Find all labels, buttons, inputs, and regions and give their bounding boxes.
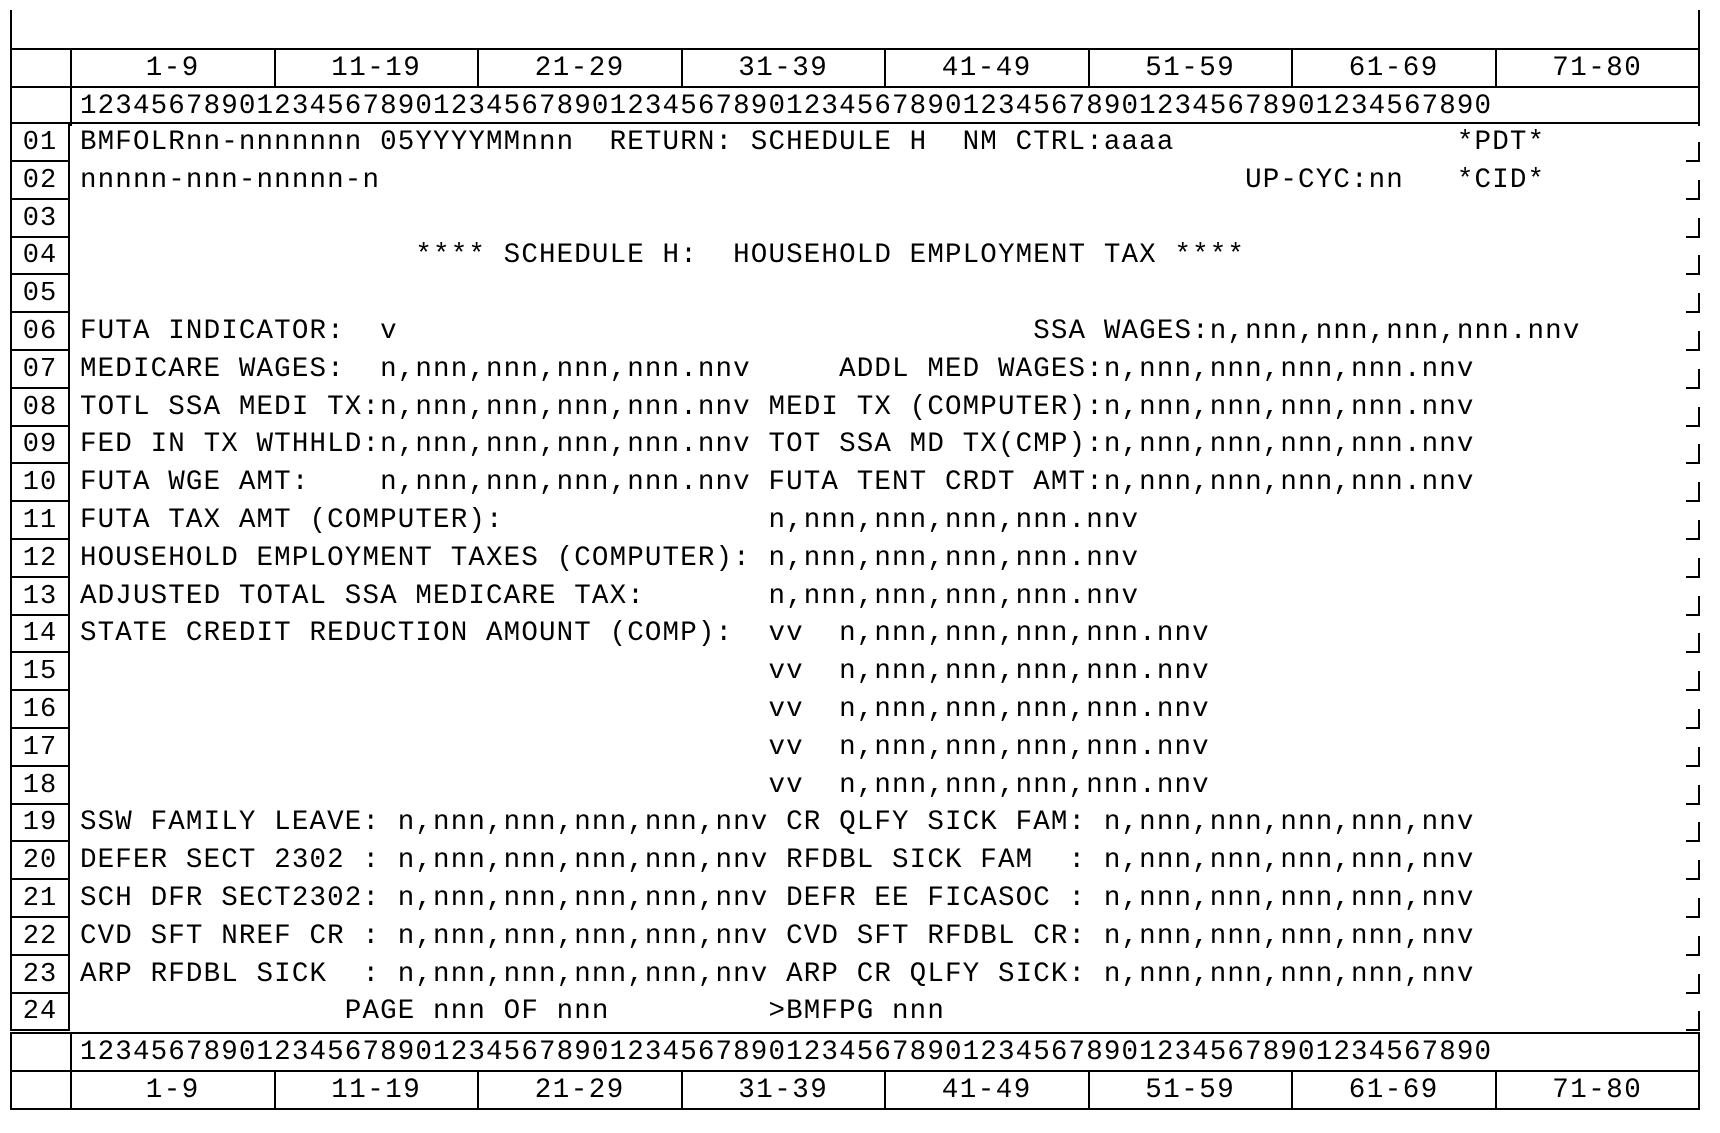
line-text: vv n,nnn,nnn,nnn,nnn.nnv — [80, 731, 1210, 763]
screen-line — [10, 426, 1700, 464]
screen-line — [10, 918, 1700, 956]
right-edge-mark — [1686, 558, 1700, 578]
screen-line — [10, 162, 1700, 200]
right-edge-mark — [1686, 785, 1700, 805]
col-group: 71-80 — [1495, 50, 1701, 88]
line-number: 18 — [10, 767, 70, 805]
col-group: 11-19 — [274, 1072, 478, 1110]
right-edge-mark — [1686, 331, 1700, 351]
line-text: CVD SFT NREF CR : n,nnn,nnn,nnn,nnn,nnv CVD SFT RFDBL CR: n,nnn,nnn,nnn,nnn,nnv — [80, 920, 1475, 952]
screen-line — [10, 956, 1700, 994]
line-text: vv n,nnn,nnn,nnn,nnn.nnv — [80, 769, 1210, 801]
screen-line — [10, 200, 1700, 238]
line-text: vv n,nnn,nnn,nnn,nnn.nnv — [80, 656, 1210, 688]
screen-layout — [10, 10, 1700, 1120]
bottom-frame-line — [10, 1108, 1700, 1110]
line-number: 10 — [10, 464, 70, 502]
line-text: ARP RFDBL SICK : n,nnn,nnn,nnn,nnn,nnv ARP CR QLFY SICK: n,nnn,nnn,nnn,nnn,nnv — [80, 958, 1475, 990]
screen-line — [10, 124, 1700, 162]
line-number: 22 — [10, 918, 70, 956]
line-number: 01 — [10, 124, 70, 162]
screen-line — [10, 729, 1700, 767]
screen-line — [10, 275, 1700, 313]
screen-line — [10, 578, 1700, 616]
line-number: 11 — [10, 502, 70, 540]
bottom-digit-ruler — [10, 1034, 1700, 1072]
line-number: 14 — [10, 615, 70, 653]
screen-line — [10, 691, 1700, 729]
line-number: 06 — [10, 313, 70, 351]
line-text: MEDICARE WAGES: n,nnn,nnn,nnn,nnn.nnv ADDL MED WAGES:n,nnn,nnn,nnn,nnn.nnv — [80, 353, 1475, 385]
col-group: 61-69 — [1291, 50, 1495, 88]
ruler-corner — [10, 50, 70, 88]
line-number: 23 — [10, 956, 70, 994]
line-number: 17 — [10, 729, 70, 767]
screen-line — [10, 351, 1700, 389]
screen-line — [10, 767, 1700, 805]
col-group: 71-80 — [1495, 1072, 1701, 1110]
line-number: 05 — [10, 275, 70, 313]
col-group: 41-49 — [884, 50, 1088, 88]
line-number: 15 — [10, 653, 70, 691]
line-text: SSW FAMILY LEAVE: n,nnn,nnn,nnn,nnn,nnv CR QLFY SICK FAM: n,nnn,nnn,nnn,nnn,nnv — [80, 807, 1475, 839]
line-text: DEFER SECT 2302 : n,nnn,nnn,nnn,nnn,nnv RFDBL SICK FAM : n,nnn,nnn,nnn,nnn,nnv — [80, 845, 1475, 877]
col-group: 1-9 — [70, 50, 274, 88]
frame-edge-right — [1698, 10, 1700, 48]
screen-line — [10, 615, 1700, 653]
line-number: 04 — [10, 237, 70, 275]
line-number: 16 — [10, 691, 70, 729]
col-group: 51-59 — [1088, 1072, 1292, 1110]
right-edge-mark — [1686, 633, 1700, 653]
line-number: 12 — [10, 540, 70, 578]
right-edge-mark — [1686, 180, 1700, 200]
right-edge-mark — [1686, 444, 1700, 464]
screen-line — [10, 313, 1700, 351]
line-number: 02 — [10, 162, 70, 200]
screen-line — [10, 389, 1700, 427]
line-text: FUTA INDICATOR: v SSA WAGES:n,nnn,nnn,nnn,nnn.nnv — [80, 316, 1581, 347]
line-text: nnnnn-nnn-nnnnn-n UP-CYC:nn *CID* — [80, 164, 1546, 196]
line-text: SCH DFR SECT2302: n,nnn,nnn,nnn,nnn,nnv DEFR EE FICASOC : n,nnn,nnn,nnn,nnn,nnv — [80, 883, 1475, 914]
right-edge-mark — [1686, 671, 1700, 691]
col-group: 51-59 — [1088, 50, 1292, 88]
right-edge-mark — [1686, 218, 1700, 238]
right-edge-mark — [1686, 407, 1700, 427]
line-text: FED IN TX WTHHLD:n,nnn,nnn,nnn,nnn.nnv TOT SSA MD TX(CMP):n,nnn,nnn,nnn,nnn.nnv — [80, 429, 1475, 461]
line-text: TOTL SSA MEDI TX:n,nnn,nnn,nnn,nnn.nnv MEDI TX (COMPUTER):n,nnn,nnn,nnn,nnn.nnv — [80, 391, 1475, 423]
column-groups-bottom — [70, 1072, 1700, 1110]
right-edge-mark — [1686, 936, 1700, 956]
screen-line — [10, 880, 1700, 918]
right-edge-mark — [1686, 747, 1700, 767]
right-edge-mark — [1686, 596, 1700, 616]
line-text: HOUSEHOLD EMPLOYMENT TAXES (COMPUTER): n,nnn,nnn,nnn,nnn.nnv — [80, 542, 1140, 574]
line-number: 13 — [10, 578, 70, 616]
right-edge-mark — [1686, 1011, 1700, 1031]
screen-line — [10, 502, 1700, 540]
ruler-corner — [10, 88, 70, 126]
ruler-corner — [10, 1034, 70, 1072]
screen-line — [10, 842, 1700, 880]
frame-edge-left — [10, 10, 12, 48]
right-edge-mark — [1686, 482, 1700, 502]
col-group: 31-39 — [681, 50, 885, 88]
col-group: 1-9 — [70, 1072, 274, 1110]
line-text: BMFOLRnn-nnnnnnn 05YYYYMMnnn RETURN: SCHEDULE H NM CTRL:aaaa *PDT* — [80, 127, 1546, 158]
line-number: 20 — [10, 842, 70, 880]
col-group: 11-19 — [274, 50, 478, 88]
right-edge-mark — [1686, 974, 1700, 994]
line-number: 09 — [10, 426, 70, 464]
line-text: FUTA WGE AMT: n,nnn,nnn,nnn,nnn.nnv FUTA TENT CRDT AMT:n,nnn,nnn,nnn,nnn.nnv — [80, 467, 1475, 499]
top-digit-ruler — [10, 86, 1700, 124]
line-number: 24 — [10, 993, 70, 1031]
digit-ruler-text: 12345678901234567890123456789012345678901234567890123456789012345678901234567890 — [80, 91, 1493, 122]
right-edge-mark — [1686, 142, 1700, 162]
line-text: FUTA TAX AMT (COMPUTER): n,nnn,nnn,nnn,nnn.nnv — [80, 505, 1140, 536]
line-text: **** SCHEDULE H: HOUSEHOLD EMPLOYMENT TAX **** — [80, 240, 1246, 272]
right-edge-mark — [1686, 898, 1700, 918]
top-column-ruler — [10, 48, 1700, 86]
line-number: 08 — [10, 389, 70, 427]
col-group: 41-49 — [884, 1072, 1088, 1110]
right-edge-mark — [1686, 860, 1700, 880]
line-number: 19 — [10, 804, 70, 842]
digit-ruler-text: 12345678901234567890123456789012345678901234567890123456789012345678901234567890 — [80, 1037, 1493, 1068]
line-number: 07 — [10, 351, 70, 389]
screen-line — [10, 237, 1700, 275]
screen-line — [10, 464, 1700, 502]
ruler-corner — [10, 1072, 70, 1110]
right-edge-mark — [1686, 369, 1700, 389]
col-group: 21-29 — [477, 50, 681, 88]
line-text: vv n,nnn,nnn,nnn,nnn.nnv — [80, 694, 1210, 725]
line-text: ADJUSTED TOTAL SSA MEDICARE TAX: n,nnn,nnn,nnn,nnn.nnv — [80, 580, 1140, 612]
right-edge-mark — [1686, 255, 1700, 275]
bottom-column-ruler — [10, 1072, 1700, 1110]
right-edge-mark — [1686, 293, 1700, 313]
line-number: 21 — [10, 880, 70, 918]
column-groups-top — [70, 50, 1700, 88]
right-edge-mark — [1686, 709, 1700, 729]
screen-line — [10, 804, 1700, 842]
right-edge-mark — [1686, 520, 1700, 540]
right-edge-mark — [1686, 822, 1700, 842]
screen-line — [10, 993, 1700, 1031]
col-group: 31-39 — [681, 1072, 885, 1110]
screen-line — [10, 653, 1700, 691]
screen-line — [10, 540, 1700, 578]
col-group: 21-29 — [477, 1072, 681, 1110]
line-number: 03 — [10, 200, 70, 238]
line-text: PAGE nnn OF nnn >BMFPG nnn — [80, 996, 945, 1028]
line-text: STATE CREDIT REDUCTION AMOUNT (COMP): vv n,nnn,nnn,nnn,nnn.nnv — [80, 618, 1210, 650]
col-group: 61-69 — [1291, 1072, 1495, 1110]
